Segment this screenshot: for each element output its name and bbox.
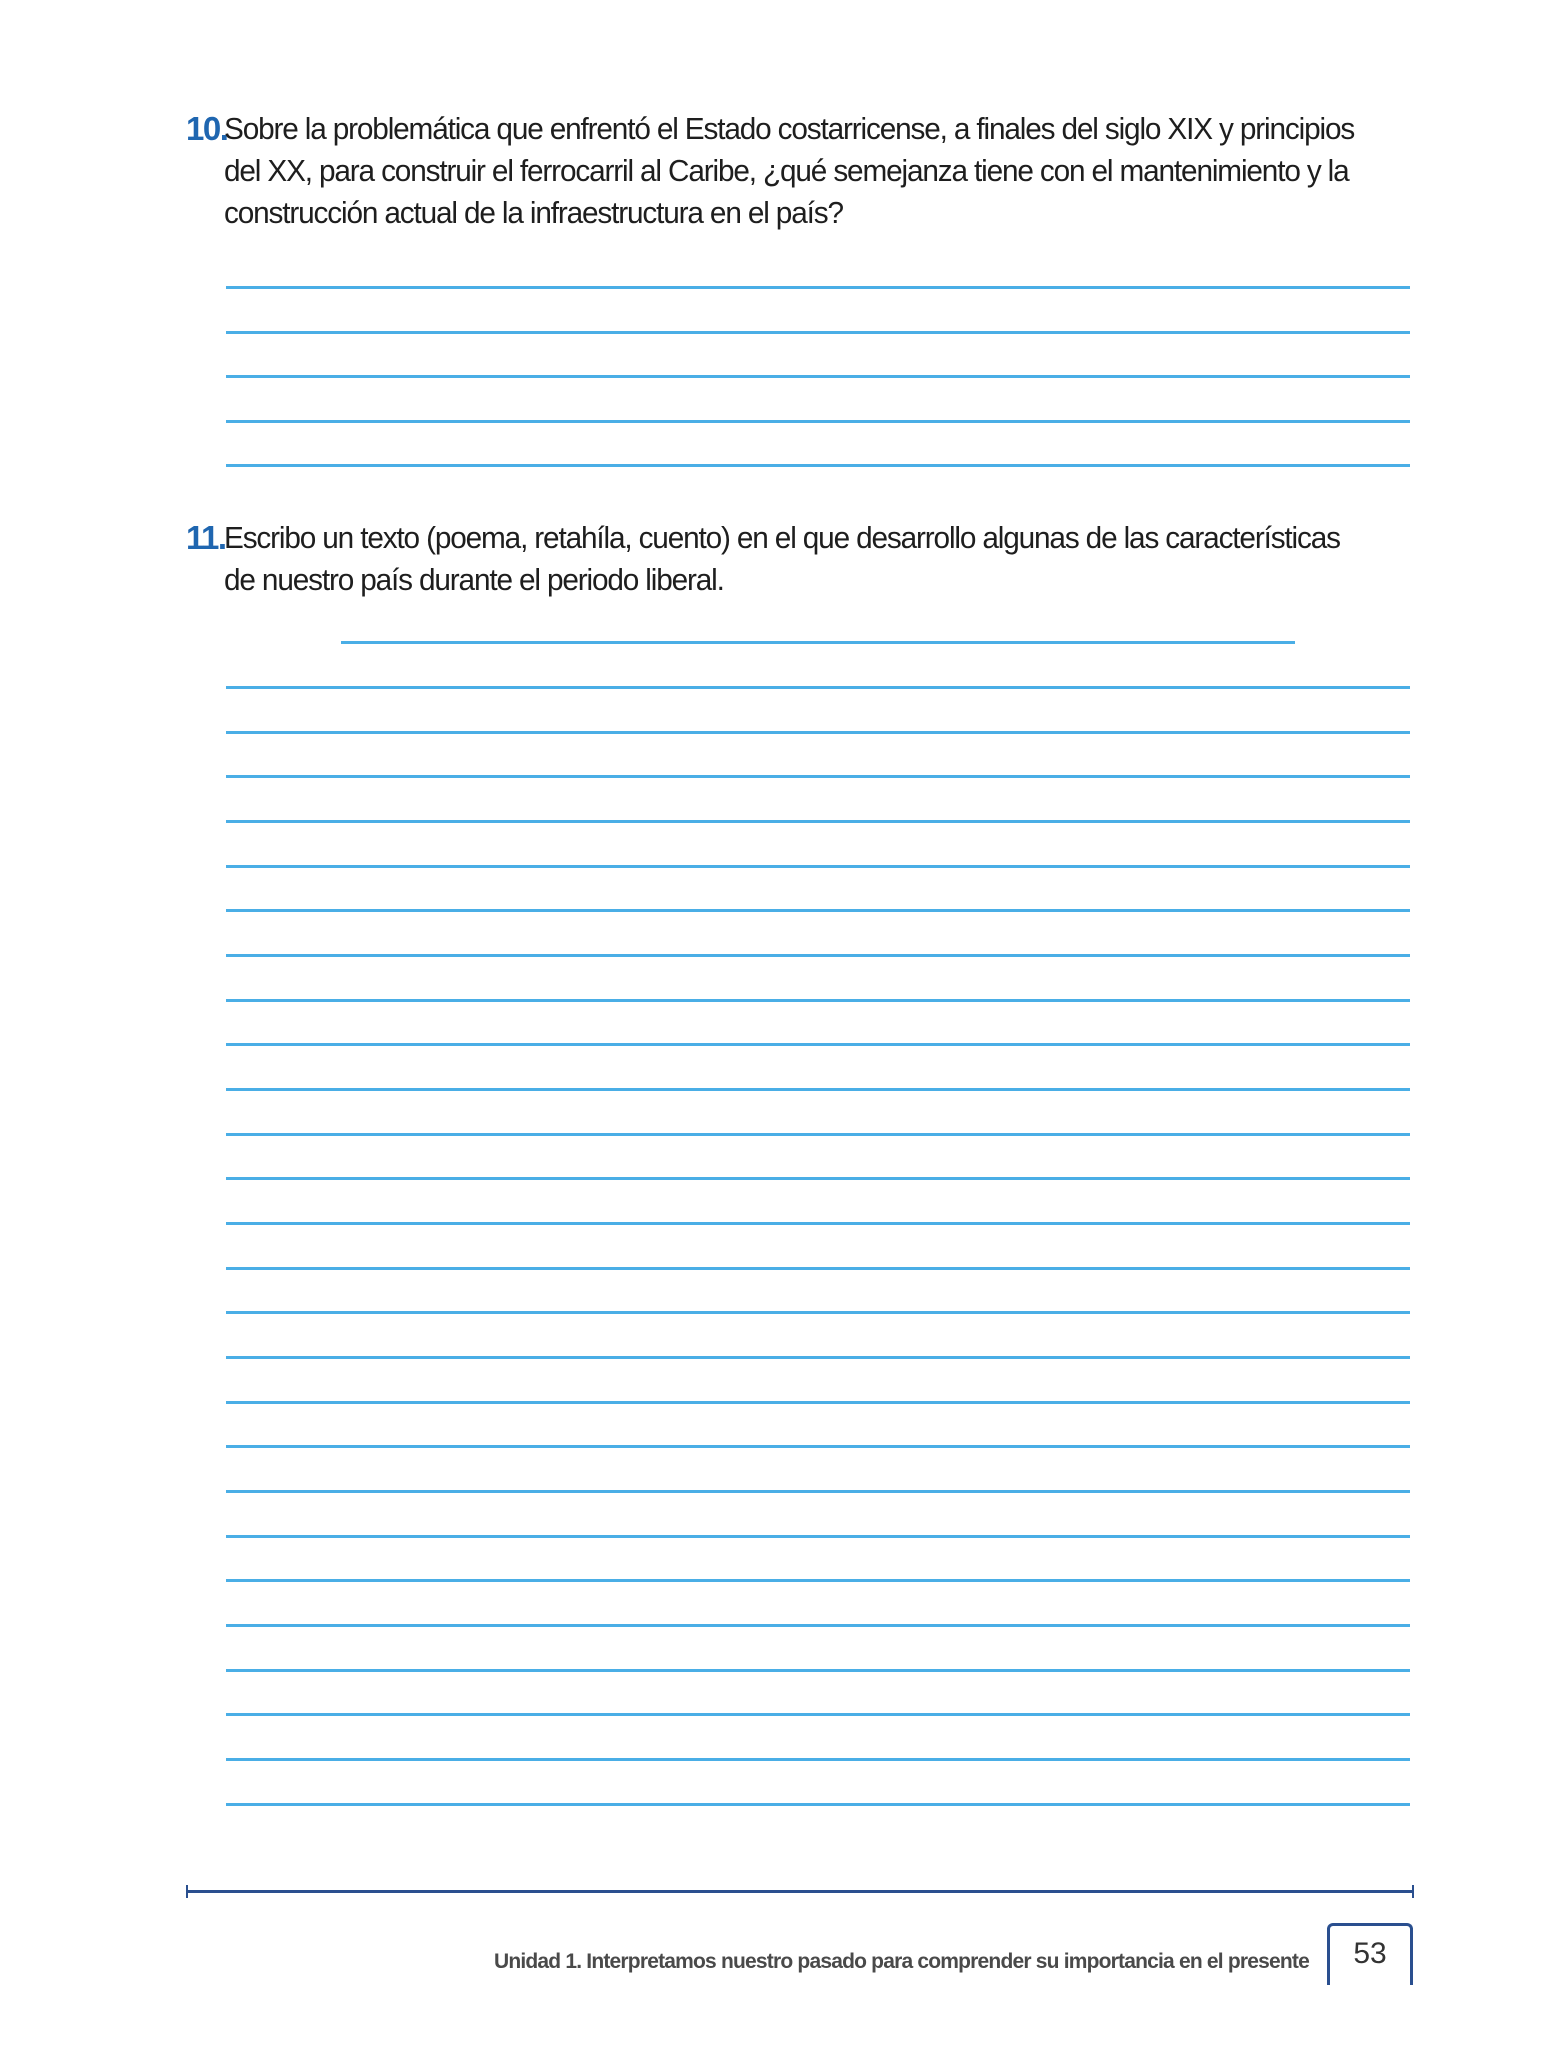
footer-rule-cap-right (1412, 1885, 1414, 1898)
footer-unit-title: Unidad 1. Interpretamos nuestro pasado para comprender su importancia en el presente (493, 1950, 1309, 1973)
answer-line[interactable] (226, 775, 1410, 778)
answer-line[interactable] (226, 1311, 1410, 1314)
answer-line[interactable] (226, 331, 1410, 334)
answer-line[interactable] (226, 1177, 1410, 1180)
answer-line[interactable] (226, 999, 1410, 1002)
answer-line[interactable] (226, 731, 1410, 734)
answer-line[interactable] (226, 1222, 1410, 1225)
answer-line[interactable] (226, 464, 1410, 467)
title-line[interactable] (341, 641, 1295, 644)
answer-line[interactable] (226, 820, 1410, 823)
footer-rule (186, 1890, 1414, 1893)
answer-line[interactable] (226, 1356, 1410, 1359)
answer-line[interactable] (226, 954, 1410, 957)
answer-line[interactable] (226, 1043, 1410, 1046)
question-number: 10. (186, 110, 228, 147)
answer-line[interactable] (226, 686, 1410, 689)
answer-line[interactable] (226, 286, 1410, 289)
answer-line[interactable] (226, 1803, 1410, 1806)
answer-line[interactable] (226, 1669, 1410, 1672)
footer-rule-cap-left (186, 1885, 188, 1898)
question-11 (0, 517, 1565, 617)
answer-line[interactable] (226, 865, 1410, 868)
answer-line[interactable] (226, 909, 1410, 912)
page-number: 53 (1353, 1937, 1387, 1970)
answer-line[interactable] (226, 1401, 1410, 1404)
answer-line[interactable] (226, 1713, 1410, 1716)
answer-line[interactable] (226, 1579, 1410, 1582)
answer-line[interactable] (226, 1490, 1410, 1493)
answer-line[interactable] (226, 1535, 1410, 1538)
answer-line[interactable] (226, 1758, 1410, 1761)
answer-line[interactable] (226, 375, 1410, 378)
question-text: Sobre la problemática que enfrentó el Estado costarricense, a finales del siglo XIX y principios del XX, para construir el ferrocarril al Caribe, ¿qué semejanza tiene con el mantenimiento y la construcción actual de la infraestructura en el país? (224, 111, 1355, 230)
question-10 (0, 108, 1565, 258)
answer-line[interactable] (226, 420, 1410, 423)
page-number-box (1327, 1923, 1413, 1985)
answer-line[interactable] (226, 1445, 1410, 1448)
answer-line[interactable] (226, 1267, 1410, 1270)
question-text: Escribo un texto (poema, retahíla, cuento) en el que desarrollo algunas de las características de nuestro país durante el periodo liberal. (224, 520, 1340, 597)
answer-line[interactable] (226, 1133, 1410, 1136)
question-number: 11. (186, 519, 226, 556)
answer-line[interactable] (226, 1624, 1410, 1627)
answer-line[interactable] (226, 1088, 1410, 1091)
